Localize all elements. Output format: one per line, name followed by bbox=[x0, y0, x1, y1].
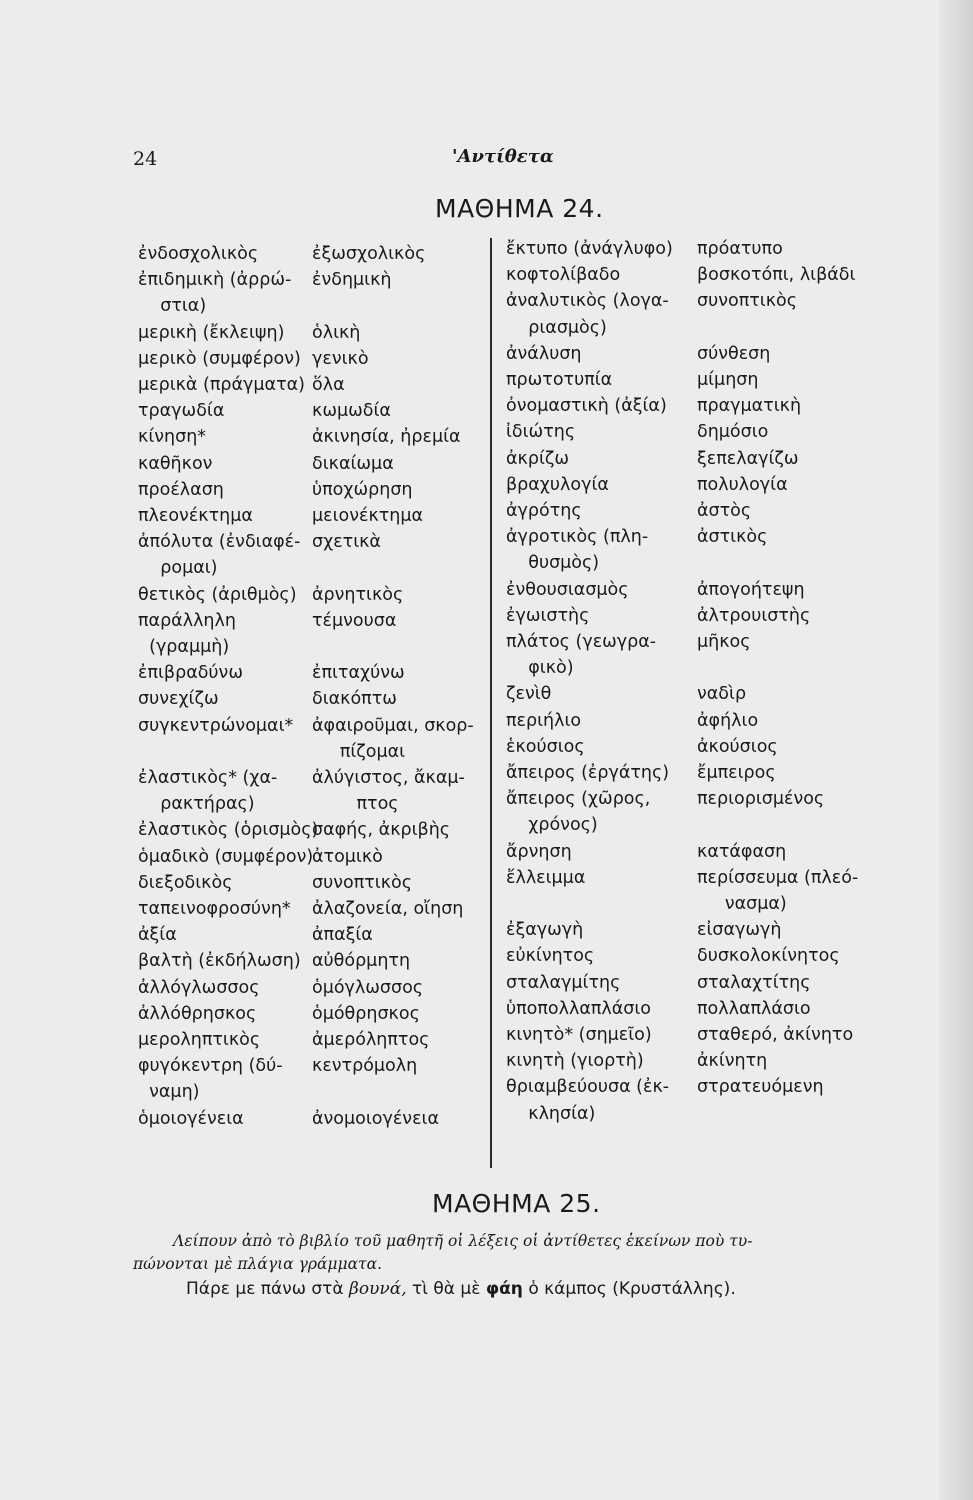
word-entry: φυγόκεντρη (δύ- bbox=[138, 1056, 283, 1077]
word-entry: σταλαχτίτης bbox=[697, 972, 811, 993]
word-entry: πλεονέκτημα bbox=[138, 506, 253, 526]
word-entry: στρατευόμενη bbox=[697, 1077, 824, 1098]
word-entry: πρωτοτυπία bbox=[506, 370, 613, 390]
word-entry: βαλτὴ (ἐκδήλωση) bbox=[138, 951, 301, 972]
word-entry: μεροληπτικὸς bbox=[138, 1030, 261, 1050]
word-entry: ἀρνητικὸς bbox=[312, 584, 404, 605]
word-entry: στια) bbox=[138, 296, 207, 317]
word-entry: ἔκτυπο (ἀνάγλυφο) bbox=[506, 239, 673, 259]
word-entry: μειονέκτημα bbox=[312, 506, 424, 526]
word-entry: κινητὸ* (σημεῖο) bbox=[506, 1025, 652, 1045]
word-entry: δυσκολοκίνητος bbox=[697, 946, 840, 967]
word-entry: ἀλλόγλωσσος bbox=[138, 977, 260, 998]
word-entry: ναδὶρ bbox=[697, 684, 747, 705]
word-entry: νασμα) bbox=[697, 894, 787, 914]
word-entry: θετικὸς (ἀριθμὸς) bbox=[138, 584, 297, 605]
word-entry: σαφής, ἀκριβὴς bbox=[312, 820, 451, 841]
word-entry: προέλαση bbox=[138, 479, 224, 500]
word-entry: πίζομαι bbox=[312, 741, 406, 762]
word-entry: πολλαπλάσιο bbox=[697, 998, 811, 1019]
running-title: 'Αντίθετα bbox=[452, 146, 554, 167]
word-entry: πολυλογία bbox=[697, 474, 788, 495]
exercise-quote bbox=[186, 1279, 736, 1299]
word-entry: ναμη) bbox=[138, 1082, 200, 1103]
word-entry: ἀφήλιο bbox=[697, 710, 759, 731]
word-entry: συνοπτικὸς bbox=[697, 291, 797, 312]
word-entry: ἐπιταχύνω bbox=[312, 663, 405, 684]
word-entry: διεξοδικὸς bbox=[138, 872, 233, 893]
word-entry: ἀγροτικὸς (πλη- bbox=[506, 527, 649, 548]
word-entry: κεντρόμολη bbox=[312, 1056, 418, 1077]
word-entry: κλησία) bbox=[506, 1103, 596, 1124]
word-entry: βοσκοτόπι, λιβάδι bbox=[697, 265, 856, 286]
word-entry: εἰσαγωγὴ bbox=[697, 920, 782, 941]
instruction-line-2: πώνονται μὲ πλάγια γράμματα. bbox=[133, 1255, 383, 1273]
word-entry: πλάτος (γεωγρα- bbox=[506, 632, 657, 652]
word-entry: τέμνουσα bbox=[312, 610, 397, 631]
quote-part-2: τὶ θὰ μὲ bbox=[406, 1279, 486, 1299]
word-entry: κωμωδία bbox=[312, 401, 391, 422]
word-entry: θυσμὸς) bbox=[506, 553, 600, 574]
word-entry: κατάφαση bbox=[697, 841, 787, 862]
word-entry: ρομαι) bbox=[138, 558, 218, 579]
word-entry: ἀγρότης bbox=[506, 501, 582, 521]
word-entry: ὑποπολλαπλάσιο bbox=[506, 998, 652, 1019]
word-entry: γενικὸ bbox=[312, 348, 369, 369]
word-entry: μερικὰ (πράγματα) bbox=[138, 375, 305, 395]
word-entry: ἐλαστικὸς* (χα- bbox=[138, 768, 278, 788]
instruction-line-1: Λείπουν ἀπὸ τὸ βιβλίο τοῦ μαθητῆ οἱ λέξεις οἱ ἀντίθετες ἐκείνων ποὺ τυ- bbox=[173, 1232, 753, 1250]
lesson-24-title: ΜΑΘΗΜΑ 24. bbox=[435, 194, 604, 223]
quote-part-1: Πάρε με πάνω στὰ bbox=[186, 1279, 349, 1299]
word-entry: ἐνδημικὴ bbox=[312, 270, 392, 291]
word-entry: ἀξία bbox=[138, 925, 177, 946]
word-entry: σταλαγμίτης bbox=[506, 972, 621, 993]
word-entry: ἐγωιστὴς bbox=[506, 605, 590, 626]
word-entry: μῆκος bbox=[697, 632, 751, 652]
word-entry: ἀνάλυση bbox=[506, 343, 582, 364]
word-entry: μερικὸ (συμφέρον) bbox=[138, 348, 301, 369]
word-entry: ἄπειρος (χῶρος, bbox=[506, 789, 651, 810]
word-entry: σύνθεση bbox=[697, 343, 771, 364]
word-entry: ὁμόθρησκος bbox=[312, 1003, 420, 1024]
word-entry: ἔμπειρος bbox=[697, 763, 776, 783]
word-entry: δημόσιο bbox=[697, 422, 769, 443]
lesson-25-title: ΜΑΘΗΜΑ 25. bbox=[432, 1189, 601, 1218]
word-entry: βραχυλογία bbox=[506, 474, 609, 495]
word-entry: ἐνδοσχολικὸς bbox=[138, 244, 259, 264]
word-entry: ἐπιβραδύνω bbox=[138, 663, 243, 684]
word-entry: πρόατυπο bbox=[697, 239, 783, 259]
word-entry: ὅλα bbox=[312, 375, 345, 395]
word-entry: ὁμαδικὸ (συμφέρον) bbox=[138, 846, 314, 867]
lesson-25-instruction bbox=[133, 1230, 893, 1276]
word-entry: διακόπτω bbox=[312, 689, 397, 710]
word-entry: ἀμερόληπτος bbox=[312, 1030, 430, 1050]
word-entry: ἄρνηση bbox=[506, 841, 572, 862]
word-entry: ἀνομοιογένεια bbox=[312, 1108, 439, 1129]
word-entry: ἀλλόθρησκος bbox=[138, 1003, 257, 1024]
word-entry: ἑκούσιος bbox=[506, 736, 585, 757]
word-entry: ὀνομαστικὴ (ἀξία) bbox=[506, 396, 667, 417]
word-entry: ἀλτρουιστὴς bbox=[697, 605, 811, 626]
word-entry: ἀκρίζω bbox=[506, 448, 570, 469]
word-entry: φικὸ) bbox=[506, 658, 574, 679]
word-entry: περίσσευμα (πλεό- bbox=[697, 867, 859, 888]
word-entry: ἀπαξία bbox=[312, 925, 373, 946]
word-entry: ἀναλυτικὸς (λογα- bbox=[506, 291, 669, 312]
word-entry: κίνηση* bbox=[138, 427, 207, 448]
word-entry: περιήλιο bbox=[506, 710, 582, 731]
word-entry: παράλληλη bbox=[138, 610, 236, 631]
word-entry: ἐνθουσιασμὸς bbox=[506, 579, 629, 600]
word-entry: ξεπελαγίζω bbox=[697, 448, 799, 469]
word-entry: δικαίωμα bbox=[312, 453, 394, 474]
word-entry: τραγωδία bbox=[138, 401, 225, 422]
word-entry: ἄπειρος (ἐργάτης) bbox=[506, 763, 670, 783]
word-entry: καθῆκον bbox=[138, 453, 213, 474]
word-entry: σχετικὰ bbox=[312, 532, 381, 553]
word-entry: ἀτομικὸ bbox=[312, 846, 383, 867]
word-entry: θριαμβεύουσα (ἐκ- bbox=[506, 1077, 670, 1098]
word-entry: περιορισμένος bbox=[697, 789, 825, 810]
word-entry: κινητὴ (γιορτὴ) bbox=[506, 1051, 644, 1072]
word-entry: σταθερό, ἀκίνητο bbox=[697, 1025, 854, 1045]
word-entry: ἐξωσχολικὸς bbox=[312, 244, 426, 264]
word-entry: πραγματικὴ bbox=[697, 396, 802, 417]
quote-italic-word: βουνά, bbox=[348, 1279, 407, 1299]
word-entry: ἐπιδημικὴ (ἀρρώ- bbox=[138, 270, 292, 291]
word-entry: ἀλύγιστος, ἄκαμ- bbox=[312, 768, 465, 788]
word-entry: ἰδιώτης bbox=[506, 422, 576, 443]
word-entry: (γραμμὴ) bbox=[138, 637, 230, 657]
word-entry: ὑποχώρηση bbox=[312, 479, 413, 500]
word-entry: μίμηση bbox=[697, 370, 759, 390]
word-entry: ἀπόλυτα (ἐνδιαφέ- bbox=[138, 532, 301, 553]
word-entry: ἀφαιροῦμαι, σκορ- bbox=[312, 715, 474, 736]
word-entry: ἐλαστικὸς (ὁρισμὸς) bbox=[138, 820, 319, 841]
column-divider bbox=[490, 238, 492, 1168]
word-entry: ζενὶθ bbox=[506, 684, 552, 705]
word-entry: αὐθόρμητη bbox=[312, 951, 411, 972]
word-entry: ἔλλειμμα bbox=[506, 867, 586, 888]
word-entry: ἀλαζονεία, οἴηση bbox=[312, 899, 464, 919]
word-entry: ἀπογοήτεψη bbox=[697, 579, 805, 600]
word-entry: πτος bbox=[312, 794, 399, 815]
word-entry: ὁμόγλωσσος bbox=[312, 977, 424, 998]
word-entry: εὐκίνητος bbox=[506, 946, 595, 967]
word-entry: συνεχίζω bbox=[138, 689, 219, 710]
word-entry: ρακτήρας) bbox=[138, 794, 255, 815]
quote-bold-word: φάη bbox=[485, 1279, 523, 1299]
page-number: 24 bbox=[133, 148, 158, 170]
word-entry: ριασμὸς) bbox=[506, 317, 607, 338]
page-edge-shadow bbox=[939, 0, 973, 1500]
word-entry: συνοπτικὸς bbox=[312, 872, 412, 893]
word-entry: ὁλικὴ bbox=[312, 322, 361, 343]
word-entry: ἀκινησία, ἠρεμία bbox=[312, 427, 461, 448]
word-entry: χρόνος) bbox=[506, 815, 598, 836]
word-entry: ἀκούσιος bbox=[697, 736, 778, 757]
word-entry: μερικὴ (ἔκλειψη) bbox=[138, 322, 285, 343]
word-entry: συγκεντρώνομαι* bbox=[138, 715, 294, 736]
word-entry: κοφτολίβαδο bbox=[506, 265, 621, 286]
word-entry: ἐξαγωγὴ bbox=[506, 920, 584, 941]
quote-part-3: ὁ κάμπος (Κρυστάλλης). bbox=[522, 1279, 736, 1299]
word-entry: ὁμοιογένεια bbox=[138, 1108, 244, 1129]
word-entry: ἀστικὸς bbox=[697, 527, 768, 548]
word-entry: ἀστὸς bbox=[697, 501, 752, 521]
word-entry: ταπεινοφροσύνη* bbox=[138, 899, 291, 919]
word-entry: ἀκίνητη bbox=[697, 1051, 768, 1072]
